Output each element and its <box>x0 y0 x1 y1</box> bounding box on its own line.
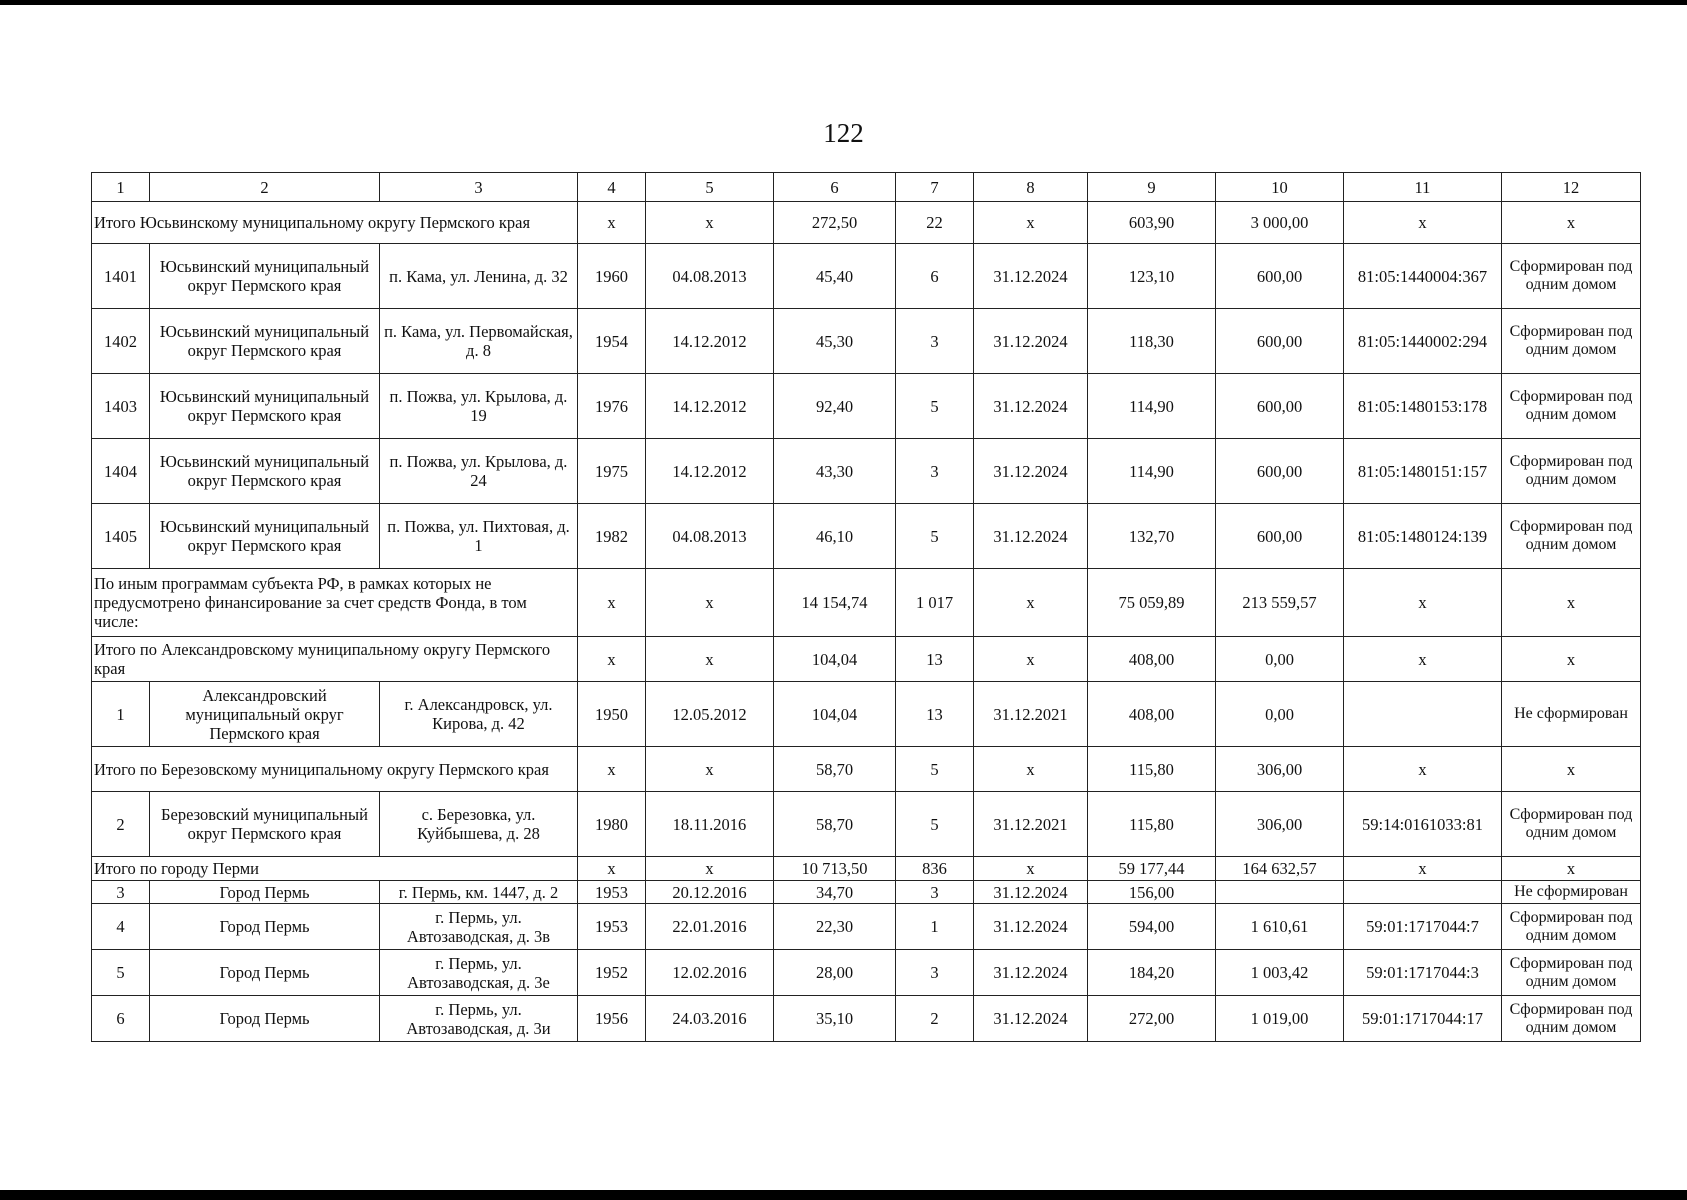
subtotal-cell: х <box>578 637 646 682</box>
subtotal-cell: х <box>1344 569 1502 637</box>
table-cell: 1982 <box>578 504 646 569</box>
table-cell: 1 <box>92 682 150 747</box>
table-cell: 31.12.2021 <box>974 792 1088 857</box>
table-cell: 600,00 <box>1216 374 1344 439</box>
table-cell: 59:01:1717044:3 <box>1344 950 1502 996</box>
table-cell: Не сформирован <box>1502 881 1641 904</box>
table-cell: 35,10 <box>774 996 896 1042</box>
table-cell: 1952 <box>578 950 646 996</box>
subtotal-cell: 115,80 <box>1088 747 1216 792</box>
table-cell: 3 <box>896 309 974 374</box>
table-cell: 59:01:1717044:17 <box>1344 996 1502 1042</box>
table-cell: 31.12.2024 <box>974 881 1088 904</box>
subtotal-cell: х <box>646 857 774 881</box>
table-cell: 184,20 <box>1088 950 1216 996</box>
table-cell: 04.08.2013 <box>646 504 774 569</box>
column-number-cell: 8 <box>974 173 1088 202</box>
subtotal-cell: х <box>1344 857 1502 881</box>
table-row <box>92 881 1641 904</box>
table-cell: 1950 <box>578 682 646 747</box>
table-cell: 92,40 <box>774 374 896 439</box>
table-cell: 123,10 <box>1088 244 1216 309</box>
subtotal-row <box>92 202 1641 244</box>
table-cell: 43,30 <box>774 439 896 504</box>
column-number-cell: 4 <box>578 173 646 202</box>
subtotal-cell: х <box>974 747 1088 792</box>
table-cell: 1953 <box>578 881 646 904</box>
table-cell: 3 <box>896 439 974 504</box>
table-cell: Сформирован под одним домом <box>1502 309 1641 374</box>
column-number-cell: 2 <box>150 173 380 202</box>
table-cell: 1 <box>896 904 974 950</box>
table-cell: 114,90 <box>1088 374 1216 439</box>
table-cell: 2 <box>896 996 974 1042</box>
table-cell: п. Пожва, ул. Крылова, д. 24 <box>380 439 578 504</box>
table-cell: Юсьвинский муниципальный округ Пермского края <box>150 504 380 569</box>
subtotal-cell: х <box>974 637 1088 682</box>
table-cell: 306,00 <box>1216 792 1344 857</box>
table-cell: г. Пермь, ул. Автозаводская, д. 3в <box>380 904 578 950</box>
table-cell: 81:05:1480153:178 <box>1344 374 1502 439</box>
table-cell: 594,00 <box>1088 904 1216 950</box>
table-cell: 22.01.2016 <box>646 904 774 950</box>
column-number-row <box>92 173 1641 202</box>
table-cell: 45,40 <box>774 244 896 309</box>
table-row <box>92 792 1641 857</box>
table-cell: г. Пермь, км. 1447, д. 2 <box>380 881 578 904</box>
table-cell: 13 <box>896 682 974 747</box>
table-cell: Город Пермь <box>150 996 380 1042</box>
table-cell: 114,90 <box>1088 439 1216 504</box>
table-cell: г. Пермь, ул. Автозаводская, д. 3е <box>380 950 578 996</box>
table-cell: 5 <box>92 950 150 996</box>
table-cell: 1 003,42 <box>1216 950 1344 996</box>
table-cell: 118,30 <box>1088 309 1216 374</box>
table-cell: 31.12.2024 <box>974 904 1088 950</box>
table-cell <box>1344 682 1502 747</box>
subtotal-cell: 75 059,89 <box>1088 569 1216 637</box>
table-cell: г. Пермь, ул. Автозаводская, д. 3и <box>380 996 578 1042</box>
table-cell: 04.08.2013 <box>646 244 774 309</box>
table-cell: 2 <box>92 792 150 857</box>
table-cell: 81:05:1440004:367 <box>1344 244 1502 309</box>
table-cell: 31.12.2024 <box>974 504 1088 569</box>
table-cell: 1956 <box>578 996 646 1042</box>
table-cell: 3 <box>896 950 974 996</box>
table-row <box>92 950 1641 996</box>
table-cell: 18.11.2016 <box>646 792 774 857</box>
subtotal-cell: 59 177,44 <box>1088 857 1216 881</box>
table-cell: 1405 <box>92 504 150 569</box>
subtotal-cell: х <box>646 747 774 792</box>
table-cell: Город Пермь <box>150 881 380 904</box>
table-cell: 58,70 <box>774 792 896 857</box>
subtotal-cell: 13 <box>896 637 974 682</box>
table-cell: 46,10 <box>774 504 896 569</box>
subtotal-cell: х <box>1502 202 1641 244</box>
table-cell: Александровский муниципальный округ Пермского края <box>150 682 380 747</box>
table-cell: 156,00 <box>1088 881 1216 904</box>
subtotal-cell: 10 713,50 <box>774 857 896 881</box>
subtotal-cell: х <box>974 202 1088 244</box>
subtotal-cell: х <box>1502 747 1641 792</box>
subtotal-cell: х <box>974 569 1088 637</box>
table-cell: 0,00 <box>1216 682 1344 747</box>
page-number: 122 <box>823 118 864 148</box>
table-cell: 14.12.2012 <box>646 439 774 504</box>
table-cell: Березовский муниципальный округ Пермского края <box>150 792 380 857</box>
table-cell: Юсьвинский муниципальный округ Пермского края <box>150 244 380 309</box>
column-number-cell: 7 <box>896 173 974 202</box>
table-cell: г. Александровск, ул. Кирова, д. 42 <box>380 682 578 747</box>
table-cell: Сформирован под одним домом <box>1502 996 1641 1042</box>
table-cell: 6 <box>896 244 974 309</box>
table-cell: 408,00 <box>1088 682 1216 747</box>
table-cell: 81:05:1480124:139 <box>1344 504 1502 569</box>
table-cell: 1 610,61 <box>1216 904 1344 950</box>
table-cell: 1953 <box>578 904 646 950</box>
table-cell: Сформирован под одним домом <box>1502 950 1641 996</box>
table-cell: 1402 <box>92 309 150 374</box>
table-cell: п. Кама, ул. Первомайская, д. 8 <box>380 309 578 374</box>
subtotal-cell: х <box>646 569 774 637</box>
table-row <box>92 996 1641 1042</box>
subtotal-cell: х <box>578 569 646 637</box>
table-cell: 22,30 <box>774 904 896 950</box>
table-cell: 28,00 <box>774 950 896 996</box>
table-row <box>92 374 1641 439</box>
table-cell: 31.12.2021 <box>974 682 1088 747</box>
table-cell: Юсьвинский муниципальный округ Пермского края <box>150 374 380 439</box>
table-row <box>92 504 1641 569</box>
table-cell: 600,00 <box>1216 504 1344 569</box>
table-cell: 5 <box>896 792 974 857</box>
table-cell: 600,00 <box>1216 439 1344 504</box>
subtotal-cell: 603,90 <box>1088 202 1216 244</box>
table-cell: Юсьвинский муниципальный округ Пермского края <box>150 439 380 504</box>
table-row <box>92 244 1641 309</box>
table-row <box>92 904 1641 950</box>
subtotal-cell: х <box>578 747 646 792</box>
table-cell: 1960 <box>578 244 646 309</box>
subtotal-cell: х <box>1344 747 1502 792</box>
subtotal-cell: х <box>1502 637 1641 682</box>
subtotal-cell: х <box>974 857 1088 881</box>
table-cell: 115,80 <box>1088 792 1216 857</box>
subtotal-row <box>92 569 1641 637</box>
table-cell: Сформирован под одним домом <box>1502 792 1641 857</box>
table-cell: с. Березовка, ул. Куйбышева, д. 28 <box>380 792 578 857</box>
table-cell: 6 <box>92 996 150 1042</box>
column-number-cell: 6 <box>774 173 896 202</box>
table-cell: 31.12.2024 <box>974 374 1088 439</box>
subtotal-cell: 306,00 <box>1216 747 1344 792</box>
housing-register-table <box>91 172 1641 1042</box>
table-cell: 31.12.2024 <box>974 950 1088 996</box>
subtotal-cell: 58,70 <box>774 747 896 792</box>
column-number-cell: 11 <box>1344 173 1502 202</box>
table-cell: 14.12.2012 <box>646 309 774 374</box>
column-number-cell: 1 <box>92 173 150 202</box>
subtotal-cell: 836 <box>896 857 974 881</box>
subtotal-label: Итого по Березовскому муниципальному округу Пермского края <box>92 747 578 792</box>
table-cell: 59:14:0161033:81 <box>1344 792 1502 857</box>
table-cell: Сформирован под одним домом <box>1502 374 1641 439</box>
table-cell: 132,70 <box>1088 504 1216 569</box>
subtotal-cell: х <box>646 202 774 244</box>
table-cell: п. Пожва, ул. Крылова, д. 19 <box>380 374 578 439</box>
table-cell: 34,70 <box>774 881 896 904</box>
subtotal-cell: х <box>646 637 774 682</box>
table-cell: 600,00 <box>1216 244 1344 309</box>
column-number-cell: 10 <box>1216 173 1344 202</box>
table-cell: Сформирован под одним домом <box>1502 439 1641 504</box>
subtotal-label: Итого по городу Перми <box>92 857 578 881</box>
subtotal-cell: х <box>1502 857 1641 881</box>
table-cell: 3 <box>92 881 150 904</box>
subtotal-cell: 5 <box>896 747 974 792</box>
table-cell: 5 <box>896 504 974 569</box>
subtotal-cell: 3 000,00 <box>1216 202 1344 244</box>
table-cell: 31.12.2024 <box>974 439 1088 504</box>
subtotal-cell: 164 632,57 <box>1216 857 1344 881</box>
subtotal-row <box>92 637 1641 682</box>
table-cell: 1954 <box>578 309 646 374</box>
table-cell: 12.05.2012 <box>646 682 774 747</box>
table-cell: 1980 <box>578 792 646 857</box>
table-cell: 1403 <box>92 374 150 439</box>
table-cell: 81:05:1440002:294 <box>1344 309 1502 374</box>
subtotal-cell: х <box>578 202 646 244</box>
subtotal-cell: х <box>1344 202 1502 244</box>
subtotal-cell: х <box>1344 637 1502 682</box>
subtotal-cell: х <box>1502 569 1641 637</box>
column-number-cell: 12 <box>1502 173 1641 202</box>
table-cell: 12.02.2016 <box>646 950 774 996</box>
table-row <box>92 439 1641 504</box>
table-cell: Город Пермь <box>150 950 380 996</box>
table-cell: 1975 <box>578 439 646 504</box>
table-cell: 1976 <box>578 374 646 439</box>
table-cell: п. Пожва, ул. Пихтовая, д. 1 <box>380 504 578 569</box>
table-cell: 3 <box>896 881 974 904</box>
column-number-cell: 9 <box>1088 173 1216 202</box>
table-cell: 31.12.2024 <box>974 244 1088 309</box>
column-number-cell: 3 <box>380 173 578 202</box>
table-cell: 272,00 <box>1088 996 1216 1042</box>
table-cell: Сформирован под одним домом <box>1502 244 1641 309</box>
subtotal-row <box>92 857 1641 881</box>
table-cell: 24.03.2016 <box>646 996 774 1042</box>
table-cell: Сформирован под одним домом <box>1502 504 1641 569</box>
table-cell: 1401 <box>92 244 150 309</box>
subtotal-row <box>92 747 1641 792</box>
subtotal-label: По иным программам субъекта РФ, в рамках которых не предусмотрено финансирование за счет средств Фонда, в том числе: <box>92 569 578 637</box>
subtotal-cell: х <box>578 857 646 881</box>
table-cell: 81:05:1480151:157 <box>1344 439 1502 504</box>
table-cell: 14.12.2012 <box>646 374 774 439</box>
table-cell: 31.12.2024 <box>974 309 1088 374</box>
table-row <box>92 309 1641 374</box>
subtotal-label: Итого по Александровскому муниципальному округу Пермского края <box>92 637 578 682</box>
subtotal-cell: 408,00 <box>1088 637 1216 682</box>
table-cell: п. Кама, ул. Ленина, д. 32 <box>380 244 578 309</box>
column-number-cell: 5 <box>646 173 774 202</box>
table-cell <box>1216 881 1344 904</box>
subtotal-cell: 1 017 <box>896 569 974 637</box>
subtotal-cell: 14 154,74 <box>774 569 896 637</box>
subtotal-cell: 22 <box>896 202 974 244</box>
table-cell: 104,04 <box>774 682 896 747</box>
table-cell: 5 <box>896 374 974 439</box>
table-cell <box>1344 881 1502 904</box>
table-cell: Город Пермь <box>150 904 380 950</box>
table-cell: 1404 <box>92 439 150 504</box>
table-cell: Сформирован под одним домом <box>1502 904 1641 950</box>
subtotal-label: Итого Юсьвинскому муниципальному округу Пермского края <box>92 202 578 244</box>
scan-top-edge <box>0 0 1687 5</box>
table-row <box>92 682 1641 747</box>
table-cell: Юсьвинский муниципальный округ Пермского края <box>150 309 380 374</box>
subtotal-cell: 213 559,57 <box>1216 569 1344 637</box>
scan-bottom-edge <box>0 1190 1687 1200</box>
table-cell: 45,30 <box>774 309 896 374</box>
table-cell: 1 019,00 <box>1216 996 1344 1042</box>
table-cell: 20.12.2016 <box>646 881 774 904</box>
subtotal-cell: 104,04 <box>774 637 896 682</box>
table-cell: 600,00 <box>1216 309 1344 374</box>
table-cell: 4 <box>92 904 150 950</box>
subtotal-cell: 272,50 <box>774 202 896 244</box>
table-cell: Не сформирован <box>1502 682 1641 747</box>
table-cell: 59:01:1717044:7 <box>1344 904 1502 950</box>
subtotal-cell: 0,00 <box>1216 637 1344 682</box>
table-cell: 31.12.2024 <box>974 996 1088 1042</box>
